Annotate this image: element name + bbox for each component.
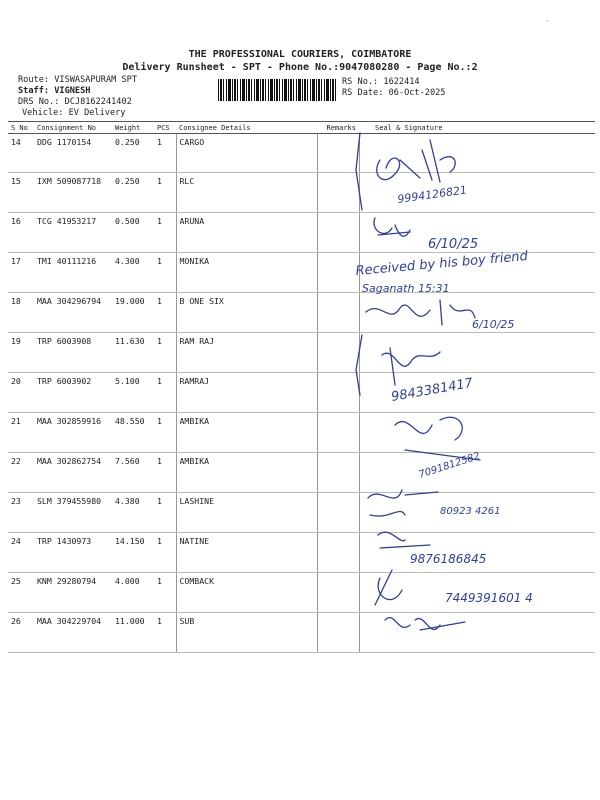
phone-note-25: 7449391601 4 [445,591,533,605]
cell-pcs: 1 [154,213,176,253]
phone-note-24: 9876186845 [410,552,487,566]
table-row [8,613,595,653]
date-note-16: 6/10/25 [428,237,479,252]
cell-signature [359,253,595,293]
cell-signature [359,493,595,533]
cell-sno: 23 [8,493,34,533]
cell-cno: MAA 302859916 [34,413,112,453]
phone-note-22: 7091812582 [417,450,482,481]
table-row [8,373,595,413]
rs-date: RS Date: 06-Oct-2025 [342,88,446,98]
cell-sno: 26 [8,613,34,653]
cell-signature [359,413,595,453]
cell-cno: MAA 304229704 [34,613,112,653]
table-row [8,573,595,613]
cell-weight: 0.250 [112,134,154,173]
vehicle-label: Vehicle: EV Delivery [22,108,126,118]
cell-pcs: 1 [154,173,176,213]
company-title: THE PROFESSIONAL COURIERS, COIMBATORE [188,49,412,60]
cell-remarks [317,533,359,573]
cell-cno: IXM 509087718 [34,173,112,213]
table-row [8,293,595,333]
cell-sno: 15 [8,173,34,213]
route-label: Route: VISWASAPURAM SPT [18,75,137,85]
cell-cno: TMI 40111216 [34,253,112,293]
cell-sno: 24 [8,533,34,573]
received-note-17: Received by his boy friend [355,248,529,279]
corner-mark: - [545,16,550,25]
cell-weight: 19.000 [112,293,154,333]
cell-consignee: B ONE SIX [176,293,317,333]
cell-pcs: 1 [154,253,176,293]
cell-weight: 4.380 [112,493,154,533]
cell-weight: 7.560 [112,453,154,493]
cell-remarks [317,573,359,613]
cell-remarks [317,453,359,493]
cell-pcs: 1 [154,573,176,613]
cell-signature [359,450,595,493]
cell-sno: 18 [8,293,34,333]
cell-sno: 25 [8,573,34,613]
table-row [8,533,595,573]
table-row [8,173,595,213]
table-row [8,253,595,293]
cell-consignee: AMBIKA [176,413,317,453]
cell-weight: 5.100 [112,373,154,413]
cell-weight: 14.150 [112,533,154,573]
table-row [8,453,595,493]
table-row [8,333,595,373]
cell-pcs: 1 [154,493,176,533]
code-note-23: 80923 4261 [440,506,501,517]
cell-cno: KNM 29280794 [34,573,112,613]
date-note-18: 6/10/25 [472,318,515,331]
cell-weight: 0.250 [112,173,154,213]
cell-cno: TRP 6003902 [34,373,112,413]
cell-cno: MAA 304296794 [34,293,112,333]
cell-signature [359,573,595,613]
cell-consignee: SUB [176,613,317,653]
col-remarks: Remarks [317,122,359,134]
cell-consignee: RAMRAJ [176,373,317,413]
rs-number: RS No.: 1622414 [342,77,420,87]
runsheet-subtitle: Delivery Runsheet - SPT - Phone No.:9047080280 - Page No.:2 [122,62,478,73]
cell-cno: TRP 1430973 [34,533,112,573]
cell-remarks [317,173,359,213]
cell-signature [359,613,595,653]
col-pcs: PCS [154,122,176,134]
phone-note-14: 9994126821 [396,183,468,206]
cell-signature [359,533,595,573]
table-row [8,134,595,173]
cell-consignee: COMBACK [176,573,317,613]
cell-remarks [317,373,359,413]
cell-weight: 0.500 [112,213,154,253]
cell-weight: 11.000 [112,613,154,653]
cell-pcs: 1 [154,413,176,453]
runsheet-table [8,121,595,653]
col-consignee: Consignee Details [176,122,317,134]
table-row [8,493,595,533]
cell-consignee: NATINE [176,533,317,573]
cell-consignee: RAM RAJ [176,333,317,373]
cell-pcs: 1 [154,333,176,373]
cell-sno: 16 [8,213,34,253]
cell-signature [359,373,595,413]
cell-signature [359,333,595,373]
cell-consignee: CARGO [176,134,317,173]
table-row [8,213,595,253]
cell-sno: 22 [8,453,34,493]
cell-remarks [317,253,359,293]
cell-cno: MAA 302862754 [34,453,112,493]
staff-label: Staff: VIGNESH [18,86,91,96]
drs-number: DRS No.: DCJ8162241402 [18,97,132,107]
cell-remarks [317,134,359,173]
cell-consignee: RLC [176,173,317,213]
cell-consignee: LASHINE [176,493,317,533]
cell-pcs: 1 [154,373,176,413]
cell-consignee: AMBIKA [176,453,317,493]
cell-sno: 17 [8,253,34,293]
cell-weight: 4.000 [112,573,154,613]
cell-remarks [317,613,359,653]
cell-cno: TCG 41953217 [34,213,112,253]
cell-weight: 4.300 [112,253,154,293]
cell-sno: 21 [8,413,34,453]
cell-sno: 19 [8,333,34,373]
cell-remarks [317,413,359,453]
name-note-17: Saganath 15:31 [362,282,450,295]
cell-signature [359,293,595,333]
cell-consignee: MONIKA [176,253,317,293]
cell-sno: 20 [8,373,34,413]
cell-signature [359,134,595,173]
cell-remarks [317,213,359,253]
cell-remarks [317,333,359,373]
table-header-row [8,122,595,134]
barcode [218,79,338,101]
cell-pcs: 1 [154,453,176,493]
cell-cno: DDG 1170154 [34,134,112,173]
cell-pcs: 1 [154,533,176,573]
cell-remarks [317,493,359,533]
cell-weight: 48.550 [112,413,154,453]
col-seal-signature: Seal & Signature [359,122,595,134]
cell-cno: SLM 379455980 [34,493,112,533]
cell-cno: TRP 6003908 [34,333,112,373]
cell-remarks [317,293,359,333]
cell-consignee: ARUNA [176,213,317,253]
cell-weight: 11.630 [112,333,154,373]
col-consignment: Consignment No [34,122,112,134]
cell-signature [359,213,595,253]
phone-note-20: 9843381417 [390,375,475,405]
cell-pcs: 1 [154,613,176,653]
cell-pcs: 1 [154,293,176,333]
col-weight: Weight [112,122,154,134]
cell-sno: 14 [8,134,34,173]
table-row [8,413,595,453]
col-sno: S No [8,122,34,134]
cell-pcs: 1 [154,134,176,173]
cell-signature [359,173,595,213]
